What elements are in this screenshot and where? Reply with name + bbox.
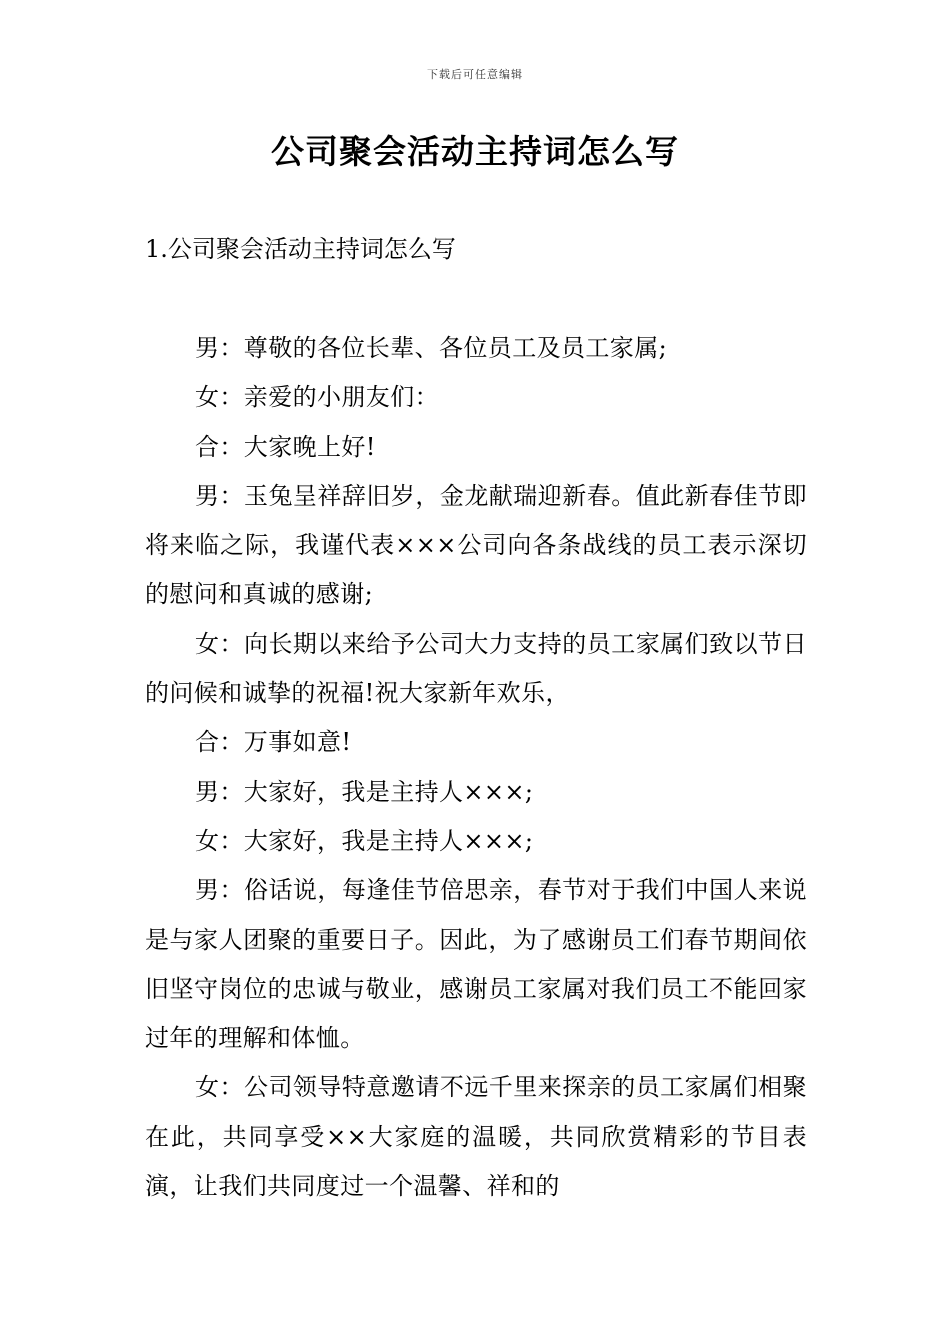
document-title: 公司聚会活动主持词怎么写 bbox=[271, 132, 679, 171]
paragraph: 女：公司领导特意邀请不远千里来探亲的员工家属们相聚在此，共同享受××大家庭的温暖，共同欣赏精彩的节目表演，让我们共同度过一个温馨、祥和的 bbox=[145, 1073, 807, 1201]
document-body bbox=[145, 324, 807, 1211]
paragraph: 男：俗话说，每逢佳节倍思亲，春节对于我们中国人来说是与家人团聚的重要日子。因此，为了感谢员工们春节期间依旧坚守岗位的忠诚与敬业，感谢员工家属对我们员工不能回家过年的理解和体恤。 bbox=[145, 876, 807, 1053]
paragraph: 女：向长期以来给予公司大力支持的员工家属们致以节日的问候和诚挚的祝福!祝大家新年欢乐， bbox=[145, 629, 807, 708]
paragraph: 男：玉兔呈祥辞旧岁，金龙献瑞迎新春。值此新春佳节即将来临之际，我谨代表×××公司向各条战线的员工表示深切的慰问和真诚的感谢; bbox=[145, 481, 807, 609]
paragraph: 男：大家好，我是主持人×××; bbox=[195, 777, 534, 806]
paragraph: 男：尊敬的各位长辈、各位员工及员工家属; bbox=[195, 334, 668, 362]
paragraph: 合：大家晚上好! bbox=[195, 432, 376, 461]
paragraph: 合：万事如意! bbox=[195, 728, 352, 757]
paragraph: 女：大家好，我是主持人×××; bbox=[195, 826, 534, 855]
paragraph: 女：亲爱的小朋友们： bbox=[195, 383, 439, 412]
section-heading: 1.公司聚会活动主持词怎么写 bbox=[145, 235, 456, 263]
header-note: 下载后可任意编辑 bbox=[427, 68, 523, 81]
